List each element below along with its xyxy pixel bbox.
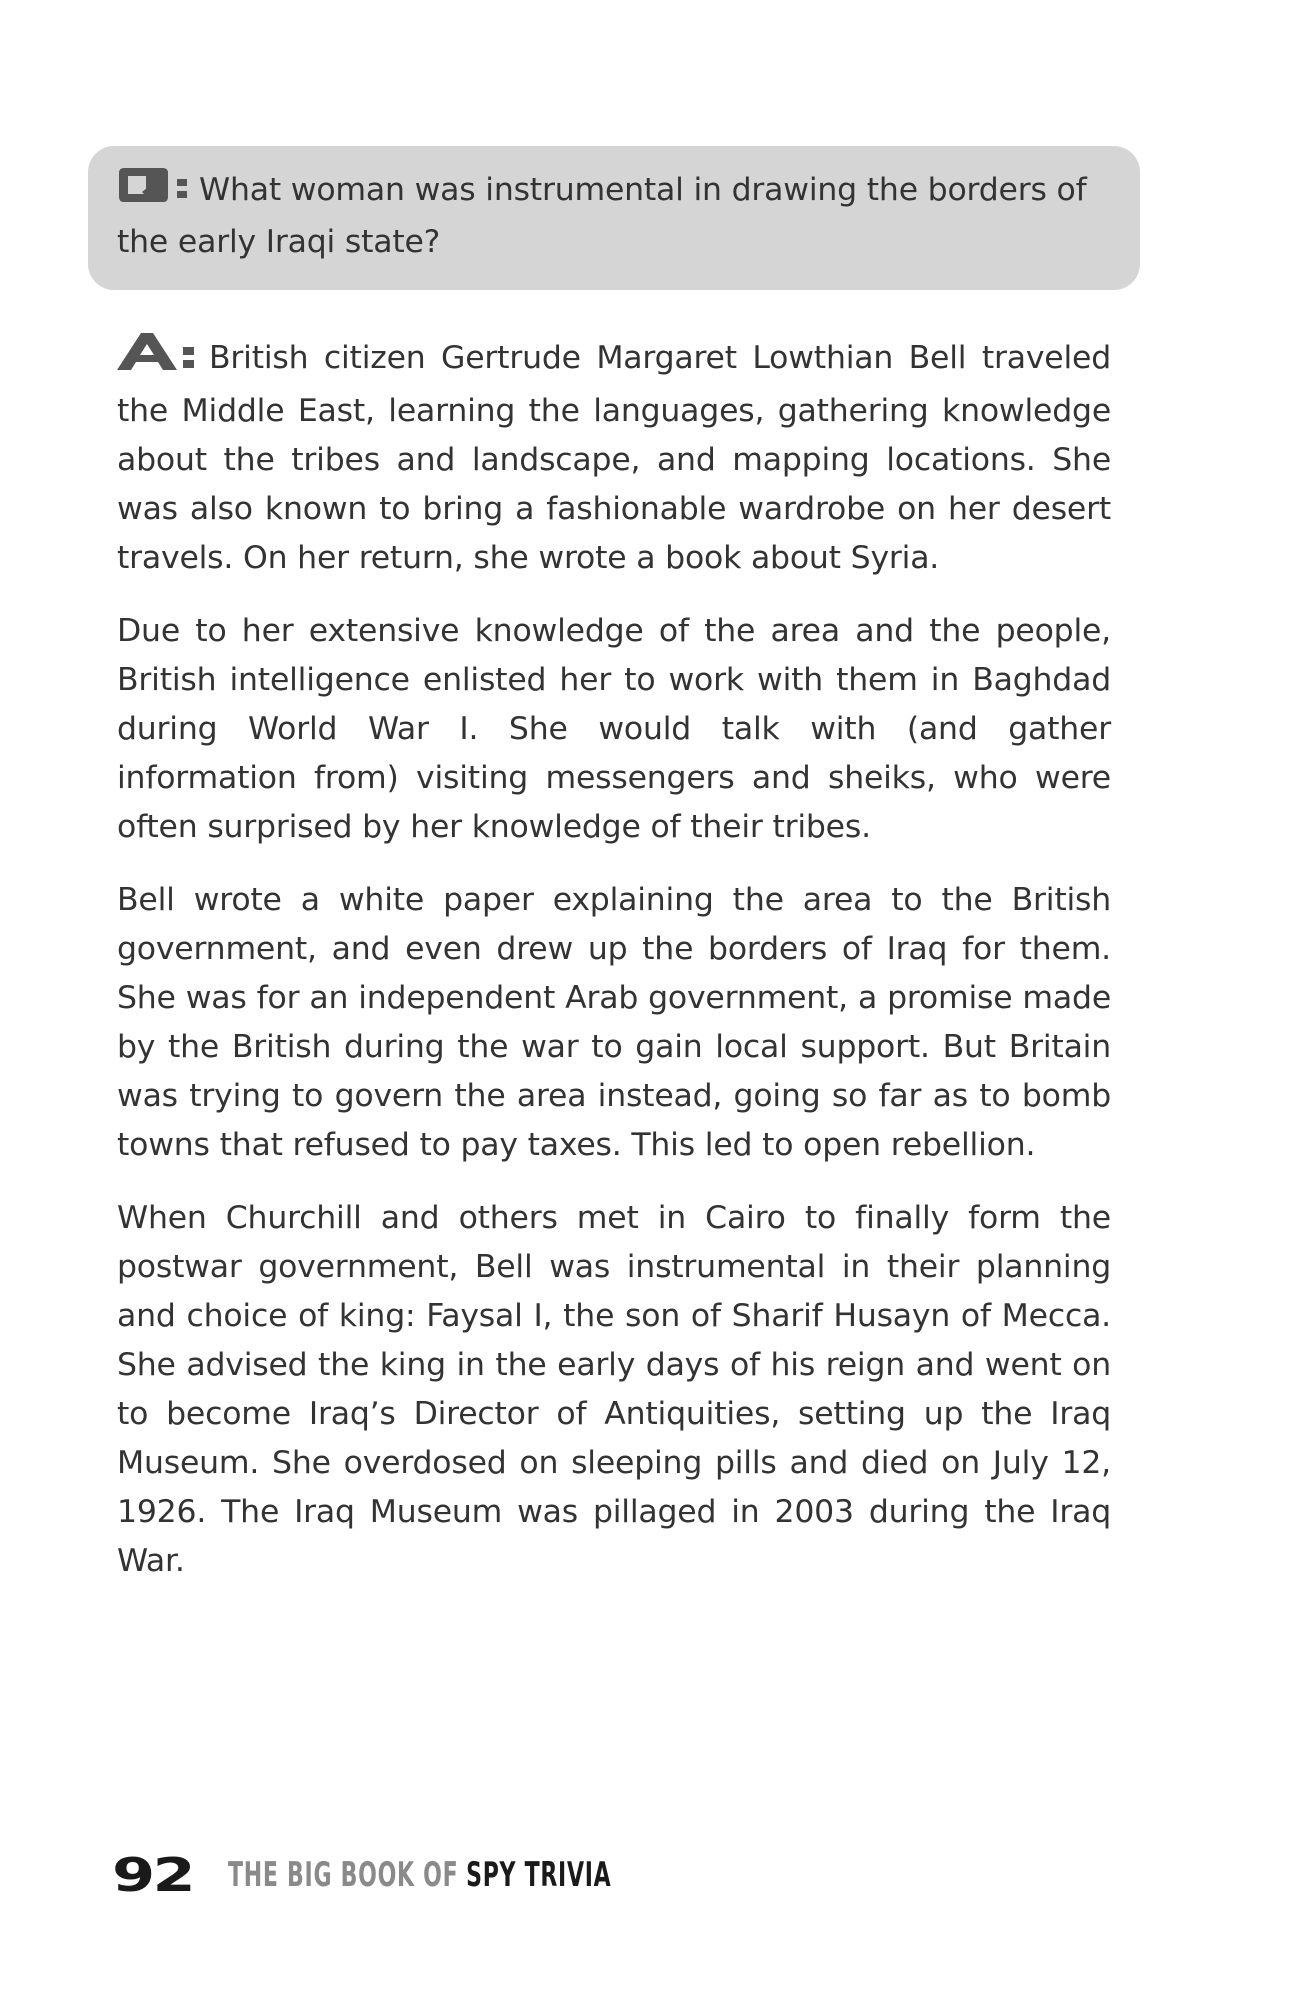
answer-paragraph-1: [117, 332, 1111, 583]
running-title: [228, 1855, 611, 1895]
answer-paragraph-4: When Churchill and others met in Cairo to finally form the postwar government, Bell was instrumental in their planning and choice of king: Faysal I, the son of Sharif Husayn of Mecca. She advised the king in the early days of his reign and went on to become Iraq’s Director of Antiquities, setting up the Iraq Museum. She overdosed on sleeping pills and died on July 12, 1926. The Iraq Museum was pillaged in 2003 during the Iraq War.: [117, 1200, 1111, 1579]
question-text-block: [117, 166, 1110, 267]
q-marker-icon: [117, 167, 193, 218]
answer-paragraph-2: Due to her extensive knowledge of the area and the people, British intelligence enlisted her to work with them in Baghdad during World War I. She would talk with (and gather information from) visiting messengers and sheiks, who were often surprised by her knowledge of their tribes.: [117, 613, 1111, 845]
running-title-dark: SPY TRIVIA: [466, 1855, 612, 1895]
answer-paragraph-1-text: British citizen Gertrude Margaret Lowthian Bell traveled the Middle East, learning the languages, gathering knowledge about the tribes and landscape, and mapping locations. She was also known to bring a fashionable wardrobe on her desert travels. On her return, she wrote a book about Syria.: [117, 340, 1111, 576]
question-box: [88, 146, 1140, 290]
a-marker-icon: [117, 332, 199, 387]
running-title-light: THE BIG BOOK OF: [228, 1855, 459, 1895]
page-number: 92: [112, 1848, 194, 1902]
answer-section: [117, 332, 1111, 1610]
answer-paragraph-3: Bell wrote a white paper explaining the area to the British government, and even drew up the borders of Iraq for them. She was for an independent Arab government, a promise made by the British during the war to gain local support. But Britain was trying to govern the area instead, going so far as to bomb towns that refused to pay taxes. This led to open rebellion.: [117, 882, 1111, 1163]
page-footer: [112, 1850, 760, 1900]
question-text: What woman was instrumental in drawing the borders of the early Iraqi state?: [117, 172, 1087, 260]
